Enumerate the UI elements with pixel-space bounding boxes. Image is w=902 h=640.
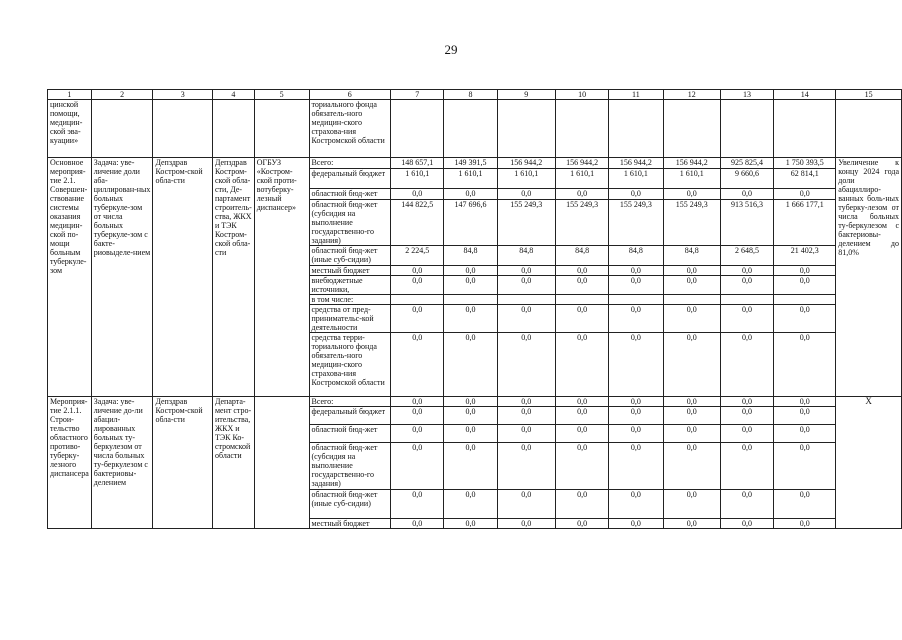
block2-source-label: Всего: — [309, 397, 391, 407]
block2-value-col11: 0,0 — [609, 519, 663, 529]
continuation-row — [48, 100, 902, 158]
cont-empty-col11 — [609, 100, 663, 158]
column-number-5: 5 — [254, 90, 309, 100]
block2-value-col8: 0,0 — [444, 490, 497, 519]
header-row — [48, 90, 902, 100]
block2-value-col8: 0,0 — [444, 425, 497, 443]
block2-value-col13: 0,0 — [720, 519, 773, 529]
block2-source-label: областной бюд-жет (субсидия на выполнение государственно-го задания) — [309, 443, 391, 490]
column-number-2: 2 — [91, 90, 153, 100]
block1-value-col12: 84,8 — [663, 246, 720, 266]
block1-value-col14: 0,0 — [774, 305, 836, 333]
block2-value-col14: 0,0 — [774, 443, 836, 490]
block1-source-label: областной бюд-жет (иные суб-сидии) — [309, 246, 391, 266]
cont-empty-col5 — [254, 100, 309, 158]
block1-value-col11: 156 944,2 — [609, 158, 663, 169]
block2-value-col9: 0,0 — [497, 443, 555, 490]
block1-value-col9: 1 610,1 — [497, 169, 555, 189]
block2-task: Задача: уве-личение до-ли абацил-лированных больных ту-беркулезом от числа больных ту-беркулезом с бактериовы-делением — [91, 397, 153, 529]
block1-value-col13: 0,0 — [720, 276, 773, 295]
block1-value-col13: 0,0 — [720, 333, 773, 397]
block2-value-col13: 0,0 — [720, 397, 773, 407]
block1-value-col12: 0,0 — [663, 189, 720, 200]
column-number-7: 7 — [391, 90, 444, 100]
block2-value-col12: 0,0 — [663, 519, 720, 529]
block1-value-col14: 1 750 393,5 — [774, 158, 836, 169]
block1-value-col7: 0,0 — [391, 333, 444, 397]
block1-source-label: Всего: — [309, 158, 391, 169]
cont-empty-col13 — [720, 100, 773, 158]
block1-value-col8: 1 610,1 — [444, 169, 497, 189]
block2-value-col14: 0,0 — [774, 407, 836, 425]
block2-value-col13: 0,0 — [720, 490, 773, 519]
block1-value-col11: 0,0 — [609, 276, 663, 295]
block1-value-col8 — [444, 295, 497, 305]
block1-participant: ОГБУЗ «Костром-ской проти-вотуберку-лезный диспансер» — [254, 158, 309, 397]
cont-empty-col10 — [555, 100, 608, 158]
block1-coexecutor: Депздрав Костром-ской обла-сти, Де-партамент строитель-ства, ЖКХ и ТЭК Костром-ской обла-сти — [212, 158, 254, 397]
block1-value-col12: 155 249,3 — [663, 200, 720, 246]
block1-value-col14 — [774, 295, 836, 305]
block2-value-col11: 0,0 — [609, 443, 663, 490]
block2-value-col10: 0,0 — [555, 443, 608, 490]
block1-value-col13: 925 825,4 — [720, 158, 773, 169]
column-number-13: 13 — [720, 90, 773, 100]
block1-source-label: областной бюд-жет (субсидия на выполнение государственно-го задания) — [309, 200, 391, 246]
block2-measure-name: Мероприя-тие 2.1.1. Строи-тельство областного противо-туберку-лезного диспансера — [48, 397, 92, 529]
block1-value-col8: 0,0 — [444, 189, 497, 200]
block1-value-col7: 1 610,1 — [391, 169, 444, 189]
block1-value-col10: 0,0 — [555, 189, 608, 200]
block2-value-col7: 0,0 — [391, 519, 444, 529]
block1-value-col11: 0,0 — [609, 305, 663, 333]
block1-value-col11: 0,0 — [609, 333, 663, 397]
budget-table — [47, 89, 902, 529]
block1-value-col9 — [497, 295, 555, 305]
block2-value-col12: 0,0 — [663, 490, 720, 519]
block1-value-col12: 156 944,2 — [663, 158, 720, 169]
block1-value-col13: 9 660,6 — [720, 169, 773, 189]
column-number-4: 4 — [212, 90, 254, 100]
block1-value-col9: 156 944,2 — [497, 158, 555, 169]
cont-empty-col12 — [663, 100, 720, 158]
block2-value-col10: 0,0 — [555, 519, 608, 529]
block2-value-col7: 0,0 — [391, 425, 444, 443]
block1-value-col11: 155 249,3 — [609, 200, 663, 246]
block1-value-col14: 0,0 — [774, 266, 836, 276]
block2-value-col7: 0,0 — [391, 490, 444, 519]
block1-value-col9: 84,8 — [497, 246, 555, 266]
block2-value-col10: 0,0 — [555, 490, 608, 519]
block2-source-label: федеральный бюджет — [309, 407, 391, 425]
column-number-8: 8 — [444, 90, 497, 100]
block1-value-col8: 0,0 — [444, 305, 497, 333]
block2-row — [48, 397, 902, 407]
block1-value-col8: 0,0 — [444, 333, 497, 397]
block1-value-col13: 0,0 — [720, 266, 773, 276]
block2-source-label: областной бюд-жет (иные суб-сидии) — [309, 490, 391, 519]
block1-value-col13: 913 516,3 — [720, 200, 773, 246]
block2-source-label: областной бюд-жет — [309, 425, 391, 443]
block1-value-col14: 21 402,3 — [774, 246, 836, 266]
block2-value-col8: 0,0 — [444, 407, 497, 425]
block1-source-label: местный бюджет — [309, 266, 391, 276]
block2-value-col9: 0,0 — [497, 397, 555, 407]
block1-value-col14: 0,0 — [774, 276, 836, 295]
column-number-14: 14 — [774, 90, 836, 100]
block1-value-col12: 0,0 — [663, 333, 720, 397]
block1-value-col7: 0,0 — [391, 189, 444, 200]
block1-value-col12: 0,0 — [663, 276, 720, 295]
block1-value-col7: 148 657,1 — [391, 158, 444, 169]
block1-value-col11: 84,8 — [609, 246, 663, 266]
block1-value-col13 — [720, 295, 773, 305]
block1-value-col10: 84,8 — [555, 246, 608, 266]
block2-value-col7: 0,0 — [391, 407, 444, 425]
block2-value-col11: 0,0 — [609, 407, 663, 425]
block1-value-col7: 0,0 — [391, 305, 444, 333]
block2-value-col13: 0,0 — [720, 407, 773, 425]
block2-value-col9: 0,0 — [497, 407, 555, 425]
block1-value-col11 — [609, 295, 663, 305]
column-number-9: 9 — [497, 90, 555, 100]
block1-value-col10: 0,0 — [555, 266, 608, 276]
block2-participant — [254, 397, 309, 529]
block1-source-label: в том числе: — [309, 295, 391, 305]
block1-value-col9: 0,0 — [497, 333, 555, 397]
block2-value-col13: 0,0 — [720, 425, 773, 443]
block2-value-col10: 0,0 — [555, 407, 608, 425]
block1-value-col11: 1 610,1 — [609, 169, 663, 189]
block2-value-col9: 0,0 — [497, 519, 555, 529]
block1-value-col13: 0,0 — [720, 189, 773, 200]
block2-value-col8: 0,0 — [444, 519, 497, 529]
block1-source-label: федеральный бюджет — [309, 169, 391, 189]
block2-value-col13: 0,0 — [720, 443, 773, 490]
column-number-10: 10 — [555, 90, 608, 100]
page-number: 29 — [444, 42, 458, 57]
block1-value-col14: 1 666 177,1 — [774, 200, 836, 246]
column-number-12: 12 — [663, 90, 720, 100]
block1-value-col10: 155 249,3 — [555, 200, 608, 246]
block1-result: Увеличение к концу 2024 года доли абациллиро-ванных боль-ных туберку-лезом от числа больных ту-беркулезом с бактериовы-делением до 81,0% — [836, 158, 902, 397]
cont-empty-col15 — [836, 100, 902, 158]
block1-value-col10: 0,0 — [555, 305, 608, 333]
block1-row — [48, 158, 902, 169]
block2-value-col14: 0,0 — [774, 425, 836, 443]
block1-value-col12: 1 610,1 — [663, 169, 720, 189]
block2-value-col8: 0,0 — [444, 443, 497, 490]
column-number-1: 1 — [48, 90, 92, 100]
cont-empty-col7 — [391, 100, 444, 158]
cont-empty-col4 — [212, 100, 254, 158]
column-number-3: 3 — [153, 90, 213, 100]
block1-value-col10: 156 944,2 — [555, 158, 608, 169]
block2-value-col14: 0,0 — [774, 519, 836, 529]
block1-value-col9: 0,0 — [497, 189, 555, 200]
block1-value-col8: 0,0 — [444, 266, 497, 276]
block2-value-col12: 0,0 — [663, 397, 720, 407]
block1-value-col10 — [555, 295, 608, 305]
block2-value-col14: 0,0 — [774, 490, 836, 519]
block1-task: Задача: уве-личение доли аба-циллирован-ных больных туберкуле-зом от числа больных туберкуле-зом с бакте-риовыделе-нием — [91, 158, 153, 397]
block2-value-col11: 0,0 — [609, 425, 663, 443]
block2-value-col14: 0,0 — [774, 397, 836, 407]
block1-value-col7: 0,0 — [391, 266, 444, 276]
block1-source-label: областной бюд-жет — [309, 189, 391, 200]
block1-source-label: средства от пред-принимательс-кой деятельности — [309, 305, 391, 333]
block2-value-col11: 0,0 — [609, 490, 663, 519]
block1-value-col14: 62 814,1 — [774, 169, 836, 189]
block1-value-col8: 84,8 — [444, 246, 497, 266]
block1-value-col13: 0,0 — [720, 305, 773, 333]
cont-source-label: ториального фонда обязатель-ного медицин-ского страхова-ния Костромской области — [309, 100, 391, 158]
cont-empty-col9 — [497, 100, 555, 158]
block1-value-col9: 0,0 — [497, 276, 555, 295]
block1-value-col10: 0,0 — [555, 333, 608, 397]
block1-value-col8: 0,0 — [444, 276, 497, 295]
block2-value-col10: 0,0 — [555, 397, 608, 407]
block2-result: X — [836, 397, 902, 529]
cont-empty-col8 — [444, 100, 497, 158]
block2-value-col12: 0,0 — [663, 443, 720, 490]
block2-value-col10: 0,0 — [555, 425, 608, 443]
cont-empty-col2 — [91, 100, 153, 158]
block1-value-col11: 0,0 — [609, 189, 663, 200]
block1-value-col13: 2 648,5 — [720, 246, 773, 266]
cont-empty-col3 — [153, 100, 213, 158]
block1-source-label: внебюджетные источники, — [309, 276, 391, 295]
block2-value-col9: 0,0 — [497, 490, 555, 519]
block1-value-col7 — [391, 295, 444, 305]
block1-value-col9: 155 249,3 — [497, 200, 555, 246]
block1-value-col7: 2 224,5 — [391, 246, 444, 266]
block1-value-col12: 0,0 — [663, 305, 720, 333]
block2-value-col7: 0,0 — [391, 397, 444, 407]
block1-value-col10: 1 610,1 — [555, 169, 608, 189]
block1-value-col9: 0,0 — [497, 305, 555, 333]
block2-value-col12: 0,0 — [663, 407, 720, 425]
block1-value-col12 — [663, 295, 720, 305]
block2-value-col11: 0,0 — [609, 397, 663, 407]
block1-value-col12: 0,0 — [663, 266, 720, 276]
block1-value-col8: 149 391,5 — [444, 158, 497, 169]
block2-value-col9: 0,0 — [497, 425, 555, 443]
block1-value-col7: 144 822,5 — [391, 200, 444, 246]
block1-responsible: Депздрав Костром-ской обла-сти — [153, 158, 213, 397]
block1-source-label: средства терри-ториального фонда обязатель-ного медицин-ского страхова-ния Костромской области — [309, 333, 391, 397]
block1-value-col14: 0,0 — [774, 333, 836, 397]
column-number-11: 11 — [609, 90, 663, 100]
block1-value-col11: 0,0 — [609, 266, 663, 276]
block2-value-col8: 0,0 — [444, 397, 497, 407]
block2-responsible: Депздрав Костром-ской обла-сти — [153, 397, 213, 529]
block2-value-col7: 0,0 — [391, 443, 444, 490]
block2-value-col12: 0,0 — [663, 425, 720, 443]
block1-value-col10: 0,0 — [555, 276, 608, 295]
block1-value-col8: 147 696,6 — [444, 200, 497, 246]
column-number-6: 6 — [309, 90, 391, 100]
block1-value-col7: 0,0 — [391, 276, 444, 295]
cont-empty-col14 — [774, 100, 836, 158]
column-number-15: 15 — [836, 90, 902, 100]
block1-value-col9: 0,0 — [497, 266, 555, 276]
block2-source-label: местный бюджет — [309, 519, 391, 529]
cont-measure-name: цинской помощи, медицин-ской эва-куации» — [48, 100, 92, 158]
block1-measure-name: Основное мероприя-тие 2.1. Совершен-ствование системы оказания медицин-ской по-мощи больным туберкуле-зом — [48, 158, 92, 397]
block2-coexecutor: Департа-мент стро-ительства, ЖКХ и ТЭК Ко-стромской области — [212, 397, 254, 529]
block1-value-col14: 0,0 — [774, 189, 836, 200]
